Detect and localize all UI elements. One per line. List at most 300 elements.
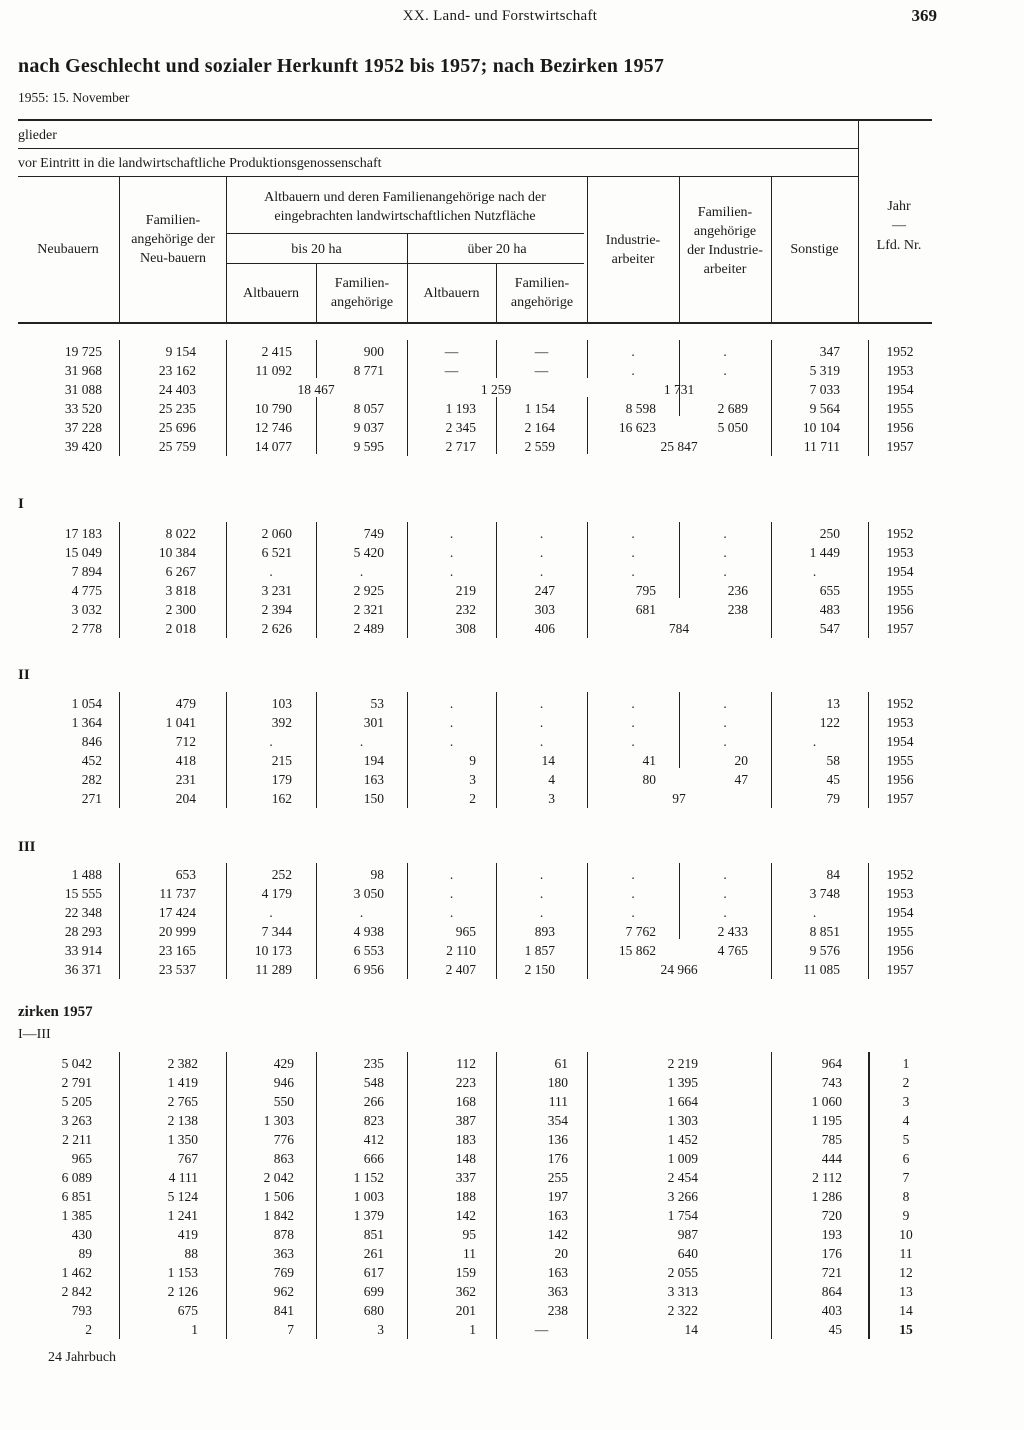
year-cell: 1956 <box>886 772 914 787</box>
bezirk-cell: 2 791 <box>61 1075 92 1090</box>
year-cell: 1957 <box>886 962 914 977</box>
table-cell: — <box>444 344 459 359</box>
table-cell: 655 <box>819 583 840 598</box>
year-cell: 1957 <box>886 621 914 636</box>
table-cell: 53 <box>370 696 384 711</box>
table-cell: 2 415 <box>261 344 292 359</box>
bezirk-cell: 2 <box>85 1322 92 1337</box>
bezirk-cell: 111 <box>548 1094 568 1109</box>
table-cell: . <box>539 905 544 920</box>
bezirk-cell: 666 <box>363 1151 384 1166</box>
year-cell: 1952 <box>886 867 914 882</box>
bezirk-cell: 11 <box>463 1246 476 1261</box>
bezirk-cell: 255 <box>547 1170 568 1185</box>
table-cell: 10 384 <box>158 545 196 560</box>
table-cell: 4 179 <box>261 886 292 901</box>
bezirk-cell: 965 <box>71 1151 92 1166</box>
bezirk-cell: 675 <box>177 1303 198 1318</box>
header-altbauern-2: Altbauern <box>423 286 480 301</box>
lfd-nr-cell: 9 <box>902 1208 910 1223</box>
table-cell: . <box>812 564 817 579</box>
table-cell: 2 925 <box>353 583 384 598</box>
bezirk-cell: 188 <box>455 1189 476 1204</box>
table-cell: . <box>449 526 454 541</box>
header-rule-ha <box>226 263 584 264</box>
bezirk-cell: 1 195 <box>811 1113 842 1128</box>
table-cell: 10 173 <box>254 943 292 958</box>
table-cell: — <box>534 344 549 359</box>
merged-cell-ueber20: 1 259 <box>480 382 512 397</box>
table-cell: 3 032 <box>71 602 102 617</box>
table-cell: 9 595 <box>353 439 384 454</box>
table-cell: . <box>539 545 544 560</box>
table-cell: 3 818 <box>165 583 196 598</box>
table-cell: 79 <box>826 791 840 806</box>
table-cell: 7 344 <box>261 924 292 939</box>
table-cell: . <box>539 715 544 730</box>
bezirk-cell: 89 <box>78 1246 92 1261</box>
table-cell: 11 085 <box>803 962 840 977</box>
table-cell: 5 319 <box>809 363 840 378</box>
table-cell: 3 231 <box>261 583 292 598</box>
bezirk-cell: 88 <box>184 1246 198 1261</box>
bezirk-cell: 223 <box>455 1075 476 1090</box>
bezirk-cell: 964 <box>821 1056 842 1071</box>
table-cell: 14 077 <box>254 439 292 454</box>
bezirk-cell: 6 851 <box>61 1189 92 1204</box>
table-cell: . <box>631 905 635 920</box>
table-cell: 1 193 <box>445 401 476 416</box>
table-cell: 231 <box>175 772 196 787</box>
lfd-nr-cell: 5 <box>902 1132 910 1147</box>
bezirk-cell: 7 <box>287 1322 294 1337</box>
bezirk-cell: 159 <box>455 1265 476 1280</box>
table-cell: 15 862 <box>618 943 656 958</box>
lfd-nr-cell: 8 <box>902 1189 910 1204</box>
table-cell: 8 771 <box>353 363 384 378</box>
table-cell: 58 <box>826 753 840 768</box>
table-cell: 9 037 <box>353 420 384 435</box>
table-cell: . <box>539 734 544 749</box>
table-cell: 7 894 <box>71 564 102 579</box>
bezirk-cell: 2 382 <box>167 1056 198 1071</box>
bezirk-cell: 1 754 <box>667 1208 698 1223</box>
header-bis-20-ha: bis 20 ha <box>291 242 342 257</box>
bezirk-cell: 721 <box>821 1265 842 1280</box>
table-cell: 17 424 <box>158 905 196 920</box>
lfd-nr-cell: 10 <box>899 1227 913 1242</box>
table-cell: 45 <box>826 772 840 787</box>
header-familienangehoerige-2: Familien-angehörige <box>510 276 574 310</box>
table-cell: 6 956 <box>353 962 384 977</box>
bezirk-cell: 946 <box>273 1075 294 1090</box>
header-vrule-3 <box>316 264 317 322</box>
bezirk-cell: 5 205 <box>61 1094 92 1109</box>
year-cell: 1953 <box>886 715 914 730</box>
table-cell: 2 164 <box>524 420 555 435</box>
table-cell: 846 <box>81 734 102 749</box>
table-cell: 25 235 <box>158 401 196 416</box>
bezirk-cell: 1 452 <box>667 1132 698 1147</box>
header-rule-group <box>18 176 858 177</box>
table-cell: 308 <box>455 621 476 636</box>
bezirk-cell: 1 153 <box>167 1265 198 1280</box>
table-cell: 2 321 <box>353 602 384 617</box>
table-cell: 900 <box>363 344 384 359</box>
table-cell: . <box>723 696 727 711</box>
table-cell: 6 267 <box>165 564 196 579</box>
bezirk-cell: 1 664 <box>667 1094 698 1109</box>
table-cell: 893 <box>534 924 555 939</box>
table-cell: 7 033 <box>809 382 840 397</box>
bezirk-cell: 550 <box>273 1094 294 1109</box>
table-cell: 9 <box>469 753 476 768</box>
year-cell: 1954 <box>886 905 914 920</box>
year-cell: 1956 <box>886 602 914 617</box>
lfd-nr-cell: 3 <box>902 1094 910 1109</box>
table-cell: . <box>631 363 635 378</box>
table-cell: 103 <box>271 696 292 711</box>
bezirk-cell: 403 <box>821 1303 842 1318</box>
year-cell: 1953 <box>886 886 914 901</box>
lfd-nr-cell: 2 <box>902 1075 910 1090</box>
merged-cell-industrie: 24 966 <box>660 962 698 977</box>
year-cell: 1956 <box>886 420 914 435</box>
table-cell: 2 717 <box>445 439 476 454</box>
table-cell: 236 <box>727 583 748 598</box>
table-cell: 1 054 <box>71 696 102 711</box>
bezirk-cell: — <box>534 1322 549 1337</box>
bezirk-cell: 793 <box>71 1303 92 1318</box>
table-cell: 41 <box>642 753 656 768</box>
table-cell: 681 <box>635 602 656 617</box>
table-cell: 33 520 <box>64 401 102 416</box>
table-cell: 23 537 <box>158 962 196 977</box>
table-cell: . <box>812 734 817 749</box>
bezirk-cell: 163 <box>547 1208 568 1223</box>
year-cell: 1955 <box>886 753 914 768</box>
table-cell: 1 364 <box>71 715 102 730</box>
bezirk-cell: 2 219 <box>667 1056 698 1071</box>
bezirk-cell: 180 <box>547 1075 568 1090</box>
table-cell: — <box>444 363 459 378</box>
year-cell: 1954 <box>886 564 914 579</box>
bezirk-cell: 5 042 <box>61 1056 92 1071</box>
bezirk-cell: 1 003 <box>353 1189 384 1204</box>
table-cell: 1 488 <box>71 867 102 882</box>
bezirk-cell: 1 419 <box>167 1075 198 1090</box>
bezirk-cell: 4 111 <box>168 1170 198 1185</box>
table-cell: . <box>359 564 364 579</box>
table-cell: 8 851 <box>809 924 840 939</box>
table-cell: . <box>539 867 544 882</box>
table-cell: . <box>359 734 364 749</box>
bezirk-cell: 112 <box>456 1056 476 1071</box>
table-cell: 9 564 <box>809 401 840 416</box>
table-cell: 483 <box>819 602 840 617</box>
year-cell: 1954 <box>886 382 914 397</box>
lfd-nr-cell: 14 <box>899 1303 913 1318</box>
year-cell: 1955 <box>886 401 914 416</box>
lfd-nr-cell: 11 <box>899 1246 913 1261</box>
table-cell: 13 <box>826 696 840 711</box>
year-cell: 1956 <box>886 943 914 958</box>
table-cell: 3 050 <box>353 886 384 901</box>
table-cell: 12 746 <box>254 420 292 435</box>
table-cell: 23 165 <box>158 943 196 958</box>
table-cell: 392 <box>271 715 292 730</box>
bezirk-cell: 823 <box>363 1113 384 1128</box>
bezirk-cell: 3 266 <box>667 1189 698 1204</box>
bezirk-cell: 1 506 <box>263 1189 294 1204</box>
bezirk-cell: 1 <box>191 1322 198 1337</box>
table-cell: . <box>631 867 635 882</box>
bezirk-cell: 183 <box>455 1132 476 1147</box>
table-cell: . <box>631 715 635 730</box>
header-fam-industrie: Familien-angehörige der Industrie-arbeiter <box>687 205 763 277</box>
merged-cell-bis20: 18 467 <box>297 382 335 397</box>
bezirk-cell: 1 350 <box>167 1132 198 1147</box>
table-cell: 28 293 <box>64 924 102 939</box>
table-cell: . <box>449 545 454 560</box>
table-cell: . <box>631 526 635 541</box>
table-cell: 11 289 <box>255 962 292 977</box>
bezirk-cell: 743 <box>821 1075 842 1090</box>
table-cell: 2 345 <box>445 420 476 435</box>
year-cell: 1957 <box>886 791 914 806</box>
table-cell: 547 <box>819 621 840 636</box>
table-cell: . <box>449 715 454 730</box>
bezirk-cell: 1 060 <box>811 1094 842 1109</box>
header-sonstige: Sonstige <box>790 242 839 257</box>
header-altbauern-group: Altbauern und deren Familienangehörige nach der eingebrachten landwirtschaftlichen Nutzfläche <box>264 190 546 224</box>
table-cell: . <box>449 734 454 749</box>
bezirk-cell: 136 <box>547 1132 568 1147</box>
table-cell: . <box>812 905 817 920</box>
table-cell: 238 <box>727 602 748 617</box>
lfd-nr-cell: 7 <box>902 1170 910 1185</box>
bezirk-cell: 1 385 <box>61 1208 92 1223</box>
table-cell: 271 <box>81 791 102 806</box>
bezirk-cell: 444 <box>821 1151 842 1166</box>
bezirk-cell: 776 <box>273 1132 294 1147</box>
bezirk-cell: 1 009 <box>667 1151 698 1166</box>
table-cell: 4 775 <box>71 583 102 598</box>
table-cell: 98 <box>370 867 384 882</box>
table-cell: 965 <box>455 924 476 939</box>
bezirk-cell: 1 241 <box>167 1208 198 1223</box>
year-cell: 1952 <box>886 344 914 359</box>
table-cell: 162 <box>271 791 292 806</box>
bezirk-cell: 2 842 <box>61 1284 92 1299</box>
bezirk-cell: 95 <box>462 1227 476 1242</box>
year-cell: 1955 <box>886 583 914 598</box>
running-header: XX. Land- und Forstwirtschaft <box>402 8 598 24</box>
table-cell: 282 <box>81 772 102 787</box>
bezirk-cell: 3 313 <box>667 1284 698 1299</box>
table-cell: 406 <box>534 621 555 636</box>
header-group-label: vor Eintritt in die landwirtschaftliche Produktionsgenossenschaft <box>18 156 382 171</box>
table-cell: . <box>631 734 635 749</box>
lfd-nr-cell: 6 <box>902 1151 910 1166</box>
table-cell: 80 <box>642 772 656 787</box>
table-cell: . <box>539 564 544 579</box>
bezirk-cell: 548 <box>363 1075 384 1090</box>
table-cell: 347 <box>819 344 840 359</box>
year-cell: 1955 <box>886 924 914 939</box>
bezirk-cell: 1 379 <box>353 1208 384 1223</box>
bezirk-cell: 680 <box>363 1303 384 1318</box>
table-cell: 749 <box>363 526 384 541</box>
bezirk-cell: 148 <box>455 1151 476 1166</box>
bezirk-cell: 1 303 <box>667 1113 698 1128</box>
table-cell: . <box>269 905 273 920</box>
bezirk-cell: 640 <box>677 1246 698 1261</box>
year-cell: 1957 <box>886 439 914 454</box>
page-subtitle: 1955: 15. November <box>18 90 130 105</box>
bezirke-vrule-5 <box>587 1052 588 1339</box>
table-cell: 795 <box>635 583 656 598</box>
table-cell: 36 371 <box>64 962 102 977</box>
bezirk-cell: 430 <box>71 1227 92 1242</box>
table-cell: 39 420 <box>64 439 102 454</box>
header-industriearbeiter: Industrie-arbeiter <box>605 233 661 267</box>
bezirk-cell: 1 <box>469 1322 476 1337</box>
table-cell: 8 022 <box>165 526 196 541</box>
bezirk-cell: 1 152 <box>353 1170 384 1185</box>
bezirk-cell: 163 <box>547 1265 568 1280</box>
table-cell: . <box>449 905 454 920</box>
table-cell: . <box>449 696 454 711</box>
table-cell: 4 765 <box>717 943 748 958</box>
table-cell: 252 <box>271 867 292 882</box>
bezirk-cell: 201 <box>455 1303 476 1318</box>
table-cell: 15 049 <box>64 545 102 560</box>
table-cell: . <box>723 545 727 560</box>
table-cell: . <box>723 363 727 378</box>
bezirk-cell: 45 <box>828 1322 842 1337</box>
bezirk-cell: 864 <box>821 1284 842 1299</box>
table-cell: . <box>723 715 727 730</box>
table-cell: . <box>631 696 635 711</box>
bezirk-cell: 699 <box>363 1284 384 1299</box>
bezirk-cell: 987 <box>677 1227 698 1242</box>
table-cell: 9 576 <box>809 943 840 958</box>
table-cell: 15 555 <box>64 886 102 901</box>
table-cell: 20 999 <box>158 924 196 939</box>
lfd-nr-cell: 12 <box>899 1265 913 1280</box>
table-cell: 452 <box>81 753 102 768</box>
year-cell: 1953 <box>886 363 914 378</box>
bezirk-cell: 6 089 <box>61 1170 92 1185</box>
year-cell: 1953 <box>886 545 914 560</box>
header-vrule-7 <box>679 177 680 322</box>
header-neubauern: Neubauern <box>37 242 99 257</box>
table-cell: 2 433 <box>717 924 748 939</box>
table-cell: 25 696 <box>158 420 196 435</box>
year-cell: 1952 <box>886 526 914 541</box>
table-cell: 11 711 <box>803 439 840 454</box>
bezirk-cell: 419 <box>177 1227 198 1242</box>
table-cell: 215 <box>271 753 292 768</box>
bezirk-cell: 2 138 <box>167 1113 198 1128</box>
bezirk-cell: 429 <box>273 1056 294 1071</box>
bezirk-cell: 142 <box>547 1227 568 1242</box>
table-cell: 3 748 <box>809 886 840 901</box>
section-label-ii: II <box>18 667 30 683</box>
bezirk-cell: 168 <box>455 1094 476 1109</box>
table-cell: 31 968 <box>64 363 102 378</box>
bezirk-cell: 193 <box>821 1227 842 1242</box>
section-label-iii: III <box>18 839 36 855</box>
table-cell: 2 489 <box>353 621 384 636</box>
page-number: 369 <box>911 6 937 25</box>
bezirk-cell: 5 124 <box>167 1189 198 1204</box>
table-cell: . <box>269 734 273 749</box>
header-vrule-6 <box>587 177 588 322</box>
table-cell: 16 623 <box>618 420 656 435</box>
table-cell: 219 <box>455 583 476 598</box>
table-cell: . <box>723 344 727 359</box>
bezirk-cell: 2 322 <box>667 1303 698 1318</box>
bezirk-cell: 142 <box>455 1208 476 1223</box>
bezirk-cell: 962 <box>273 1284 294 1299</box>
bezirk-cell: 3 263 <box>61 1113 92 1128</box>
bezirk-cell: 197 <box>547 1189 568 1204</box>
table-cell: 2 150 <box>524 962 555 977</box>
bezirk-cell: 362 <box>455 1284 476 1299</box>
header-top-rule <box>18 119 932 121</box>
bezirk-cell: 863 <box>273 1151 294 1166</box>
table-cell: 1 857 <box>524 943 555 958</box>
bezirk-cell: 363 <box>547 1284 568 1299</box>
table-cell: 712 <box>175 734 196 749</box>
table-cell: 653 <box>175 867 196 882</box>
table-cell: . <box>449 867 454 882</box>
table-cell: 20 <box>734 753 748 768</box>
bezirk-cell: 176 <box>547 1151 568 1166</box>
table-cell: 5 050 <box>717 420 748 435</box>
table-cell: 6 521 <box>261 545 292 560</box>
table-cell: 84 <box>826 867 840 882</box>
header-fam-neubauern: Familien-angehörige der Neu-bauern <box>131 213 215 266</box>
table-cell: . <box>539 526 544 541</box>
table-cell: 2 110 <box>446 943 476 958</box>
table-cell: — <box>534 363 549 378</box>
merged-cell-industrie: 97 <box>672 791 686 806</box>
table-cell: 10 790 <box>254 401 292 416</box>
table-cell: . <box>631 886 635 901</box>
header-familienangehoerige-1: Familien-angehörige <box>330 276 394 310</box>
bezirke-subtitle: I—III <box>18 1027 51 1042</box>
section-label-i: I <box>18 496 24 512</box>
bezirk-cell: 2 055 <box>667 1265 698 1280</box>
header-jahr-dash: — <box>892 218 906 233</box>
table-cell: . <box>539 696 544 711</box>
table-cell: 23 162 <box>158 363 196 378</box>
table-cell: 22 348 <box>64 905 102 920</box>
table-cell: 47 <box>734 772 748 787</box>
bezirk-cell: 841 <box>273 1303 294 1318</box>
bezirk-cell: 238 <box>547 1303 568 1318</box>
table-cell: 194 <box>363 753 384 768</box>
table-cell: 17 183 <box>64 526 102 541</box>
bezirk-cell: 2 765 <box>167 1094 198 1109</box>
lfd-nr-cell: 13 <box>899 1284 913 1299</box>
lfd-nr-cell: 1 <box>902 1056 910 1071</box>
table-cell: 2 018 <box>165 621 196 636</box>
bezirk-cell: 387 <box>455 1113 476 1128</box>
